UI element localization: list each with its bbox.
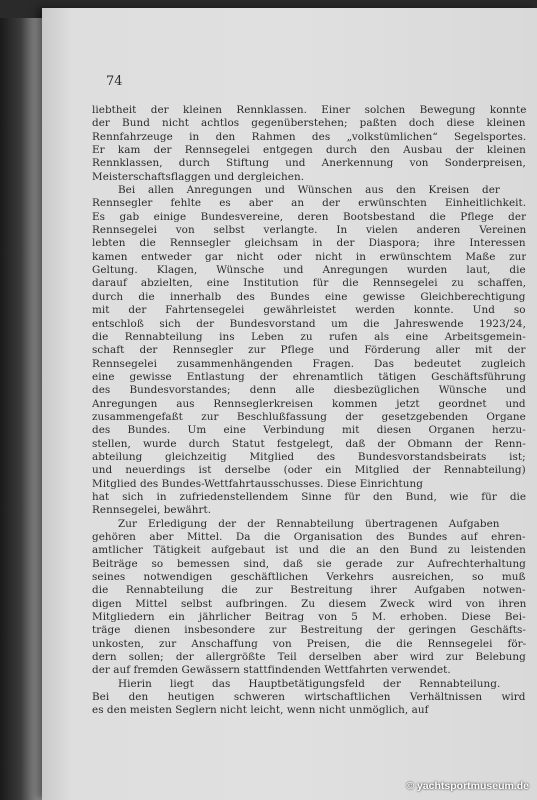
text-line: Geltung. Klagen, Wünsche und Anregungen wurden laut, die (92, 264, 526, 277)
text-line: Beiträge so bemessen sind, daß sie gerade zur Aufrechterhaltung (92, 557, 526, 570)
text-line: die Rennabteilung ins Leben zu rufen als eine Arbeitsgemein- (92, 330, 526, 343)
text-line: es den meisten Seglern nicht leicht, wenn nicht unmöglich, auf (92, 704, 429, 717)
text-line: durch die innerhalb des Bundes eine gewisse Gleichberechtigung (92, 290, 526, 303)
paragraph (92, 678, 526, 718)
text-line: hat sich in zufriedenstellendem Sinne für den Bund, wie für die (92, 490, 526, 503)
text-line: Rennsegelei zusammenhängenden Fragen. Das bedeutet zugleich (92, 357, 526, 370)
text-line: zusammengefaßt zur Beschlußfassung der gesetzgebenden Organe (92, 410, 526, 423)
text-line: seines notwendigen geschäftlichen Verkehrs ausreichen, so muß (92, 571, 526, 584)
text-line: liebtheit der kleinen Rennklassen. Einer solchen Bewegung konnte (92, 104, 526, 116)
text-line: Mitglied des Bundes-Wettfahrtausschusses. Diese Einrichtung (92, 477, 423, 490)
text-line: lebten die Rennsegler gleichsam in der Diaspora; ihre Interessen (92, 237, 526, 250)
page-number: 74 (106, 74, 123, 89)
page-text (92, 104, 526, 718)
text-line: der Bund nicht achtlos gegenüberstehen; paßten doch diese kleinen (92, 117, 526, 130)
text-line: abteilung gleichzeitig Mitglied des Bundesvorstandsbeirats ist; (92, 450, 526, 463)
text-line: gehören aber Mittel. Da die Organisation des Bundes auf ehren- (92, 531, 526, 543)
text-line: Rennsegelei von selbst verlangte. In vielen anderen Vereinen (92, 224, 526, 237)
text-line: des Bundes. Um eine Verbindung mit diesen Organen herzu- (92, 424, 526, 437)
text-line: die Rennabteilung die zur Bestreitung ihrer Aufgaben notwen- (92, 584, 526, 597)
text-line: Mitgliedern ein jährlicher Beitrag von 5 M. erhoben. Diese Bei- (92, 611, 526, 624)
text-line: Zur Erledigung der der Rennabteilung übertragenen Aufgaben (118, 517, 500, 530)
text-line: Meisterschaftsflaggen und dergleichen. (92, 170, 305, 183)
paragraph (92, 518, 526, 678)
text-line: mit der Fahrtensegelei gewährleistet werden konnte. Und so (92, 304, 526, 317)
text-line: des Bundesvorstandes; denn alle diesbezüglichen Wünsche und (92, 384, 526, 397)
text-line: entschloß sich der Bundesvorstand um die Jahreswende 1923/24, (92, 317, 526, 330)
paragraph (92, 104, 526, 184)
text-line: Es gab einige Bundesvereine, deren Bootsbestand die Pflege der (92, 210, 526, 223)
text-line: Rennfahrzeuge in den Rahmen des „volkstümlichen“ Segelsportes. (92, 130, 526, 143)
text-line: schaft der Rennsegler zur Pflege und Förderung aller mit der (92, 344, 526, 357)
text-line: Bei den heutigen schweren wirtschaftlichen Verhältnissen wird (92, 691, 526, 704)
text-line: Er kam der Rennsegelei entgegen durch den Ausbau der kleinen (92, 144, 526, 157)
text-line: amtlicher Tätigkeit aufgebaut ist und die an den Bund zu leistenden (92, 544, 526, 557)
text-line: digen Mittel selbst aufbringen. Zu diesem Zweck wird von ihren (92, 597, 526, 610)
text-line: unkosten, zur Anschaffung von Preisen, die die Rennsegelei för- (92, 637, 526, 650)
text-line: Hierin liegt das Hauptbetätigungsfeld der Rennabteilung. (118, 677, 501, 690)
watermark: © yachtsportmuseum.de (406, 780, 529, 792)
text-line: darauf abzielten, eine Institution für die Rennsegelei zu schaffen, (92, 277, 526, 290)
text-line: Bei allen Anregungen und Wünschen aus den Kreisen der (118, 184, 500, 197)
text-line: Anregungen aus Rennseglerkreisen kommen jetzt geordnet und (92, 397, 526, 410)
text-line: Rennklassen, durch Stiftung und Anerkennung von Sonderpreisen, (92, 157, 526, 170)
text-line: kamen entweder gar nicht oder nicht in erwünschtem Maße zur (92, 250, 526, 263)
text-line: und neuerdings ist derselbe (oder ein Mitglied der Rennabteilung) (92, 464, 526, 477)
paragraph (92, 184, 526, 518)
text-line: träge dienen insbesondere zur Bestreitung der geringen Geschäfts- (92, 624, 526, 637)
text-line: Rennsegler fehlte es aber an der erwünschten Einheitlichkeit. (92, 197, 526, 210)
text-line: stellen, wurde durch Statut festgelegt, daß der Obmann der Renn- (92, 437, 526, 450)
text-line: dern sollen; der allergrößte Teil derselben aber wird zur Belebung (92, 651, 526, 664)
text-line: der auf fremden Gewässern stattfindenden Wettfahrten verwendet. (92, 664, 451, 677)
text-line: Rennsegelei, bewährt. (92, 504, 212, 517)
text-line: eine gewisse Entlastung der ehrenamtlich tätigen Geschäftsführung (92, 370, 526, 383)
